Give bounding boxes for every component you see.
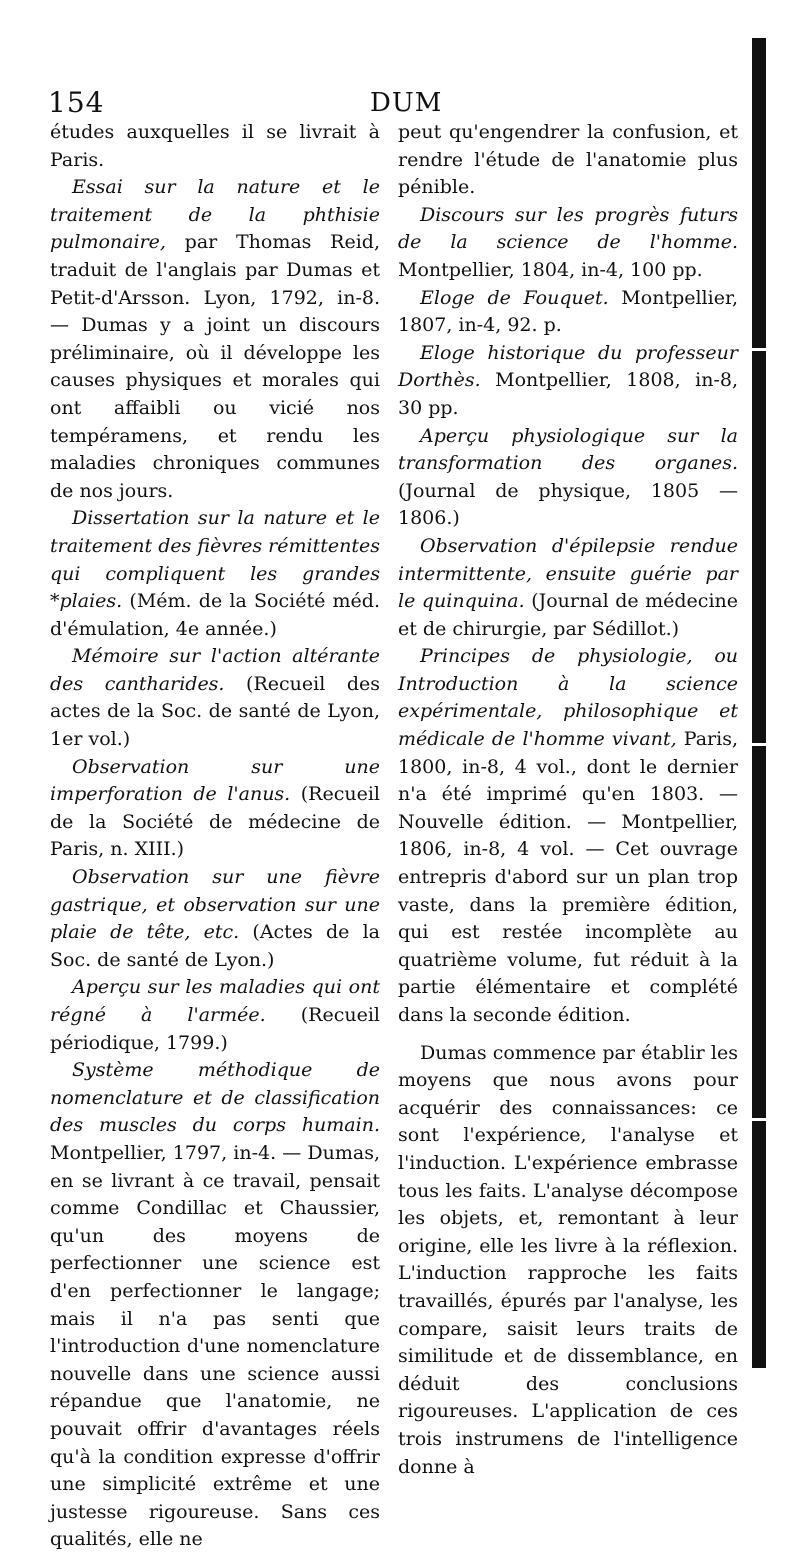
entry-title: Observation d'épilepsie rendue intermittente, ensuite guérie par le quinquina.: [398, 534, 738, 613]
bibliography-entry: [50, 864, 380, 974]
entry-text: Paris, 1800, in-8, 4 vol., dont le dernier n'a été imprimé qu'en 1803. — Nouvelle édition. — Montpellier, 1806, in-8, 4 vol. — Cet ouvrage entrepris d'abord sur un plan trop vaste, dans la première édition, qui est restée incomplète au quatrième volume, fut réduit à la partie élémentaire et complété dans la seconde édition.: [398, 728, 739, 1026]
entry-title: Observation sur une fièvre gastrique, et observation sur une plaie de tête, etc.: [50, 866, 380, 944]
bibliography-entry: [398, 423, 738, 533]
entry-title: Dissertation sur la nature et le traitement des fièvres rémittentes qui compliquent les grandes *plaies.: [50, 507, 380, 613]
running-head: DUM: [370, 88, 443, 118]
right-column: [398, 119, 738, 1481]
bibliography-entry: [398, 202, 738, 285]
entry-text: (Recueil de la Société de médecine de Paris, n. XIII.): [50, 783, 380, 861]
left-column: [50, 119, 380, 1554]
entry-text: peut qu'engendrer la confusion, et rendre l'étude de l'anatomie plus pénible.: [398, 121, 738, 199]
entry-text: (Recueil périodique, 1799.): [50, 1004, 380, 1054]
entry-text: Montpellier, 1807, in-4, 92. p.: [398, 286, 738, 337]
entry-title: Eloge de Fouquet.: [420, 286, 609, 309]
entry-text: (Actes de la Soc. de santé de Lyon.): [50, 921, 380, 971]
entry-title: Aperçu physiologique sur la transformation des organes.: [398, 424, 738, 475]
entry-text: Montpellier, 1808, in-8, 30 pp.: [398, 369, 738, 419]
entry-text: Dumas commence par établir les moyens que nous avons pour acquérir des connaissances: ce sont l'expérience, l'analyse et l'induction. L'expérience embrasse tous les faits. L'analyse décompose les objets, et, remontant à leur origine, elle les livre à la réflexion. L'induction rapproche les faits travaillés, épurés par l'analyse, les compare, saisit leurs traits de similitude et de dissemblance, en déduit des conclusions rigoureuses. L'application de ces trois instrumens de l'intelligence donne à: [398, 1041, 738, 1478]
entry-title: Discours sur les progrès futurs de la science de l'homme.: [398, 203, 738, 254]
entry-title: Principes de physiologie, ou Introduction à la science expérimentale, philosophique et médicale de l'homme vivant,: [398, 645, 738, 751]
entry-title: Essai sur la nature et le traitement de la phthisie pulmonaire,: [50, 176, 380, 254]
bibliography-entry: [50, 1057, 380, 1554]
bibliography-entry: [398, 533, 738, 643]
entry-text: (Recueil des actes de la Soc. de santé de Lyon, 1er vol.): [50, 672, 380, 751]
bibliography-entry: [398, 285, 738, 340]
text-paragraph: [398, 119, 738, 202]
page-number: 154: [48, 86, 105, 119]
entry-title: Système méthodique de nomenclature et de classification des muscles du corps humain.: [50, 1059, 380, 1137]
entry-title: Observation sur une imperforation de l'anus.: [50, 755, 380, 806]
entry-text: études auxquelles il se livrait à Paris.: [50, 121, 380, 171]
entry-text: (Journal de médecine et de chirurgie, par Sédillot.): [398, 590, 739, 640]
page-edge-bar: [752, 38, 766, 1368]
entry-text: (Journal de physique, 1805 — 1806.): [398, 479, 738, 530]
bibliography-entry: [50, 974, 380, 1057]
entry-text: Montpellier, 1804, in-4, 100 pp.: [398, 258, 703, 281]
text-paragraph: [50, 119, 380, 174]
bibliography-entry: [398, 643, 738, 1029]
entry-text: par Thomas Reid, traduit de l'anglais par Dumas et Petit-d'Arsson. Lyon, 1792, in-8. — Dumas y a joint un discours préliminaire, où il développe les causes physiques et morales qui ont affaibli ou vicié nos tempéramens, et rendu les maladies chroniques communes de nos jours.: [50, 231, 380, 502]
entry-title: Aperçu sur les maladies qui ont régné à l'armée.: [50, 976, 380, 1026]
bibliography-entry: [398, 340, 738, 423]
text-paragraph: [398, 1040, 738, 1482]
bibliography-entry: [50, 754, 380, 864]
bibliography-entry: [50, 174, 380, 505]
entry-title: Eloge historique du professeur Dorthès.: [398, 341, 738, 392]
bibliography-entry: [50, 643, 380, 753]
entry-text: Montpellier, 1797, in-4. — Dumas, en se livrant à ce travail, pensait comme Condillac et Chaussier, qu'un des moyens de perfectionner une science est d'en perfectionner le langage; mais il n'a pas senti que l'introduction d'une nomenclature nouvelle dans une science aussi répandue que l'anatomie, ne pouvait offrir d'avantages réels qu'à la condition expresse d'offrir une simplicité extrême et une justesse rigoureuse. Sans ces qualités, elle ne: [50, 1141, 380, 1551]
entry-text: (Mém. de la Société méd. d'émulation, 4e année.): [50, 590, 380, 640]
entry-title: Mémoire sur l'action altérante des cantharides.: [50, 645, 380, 695]
bibliography-entry: [50, 505, 380, 643]
